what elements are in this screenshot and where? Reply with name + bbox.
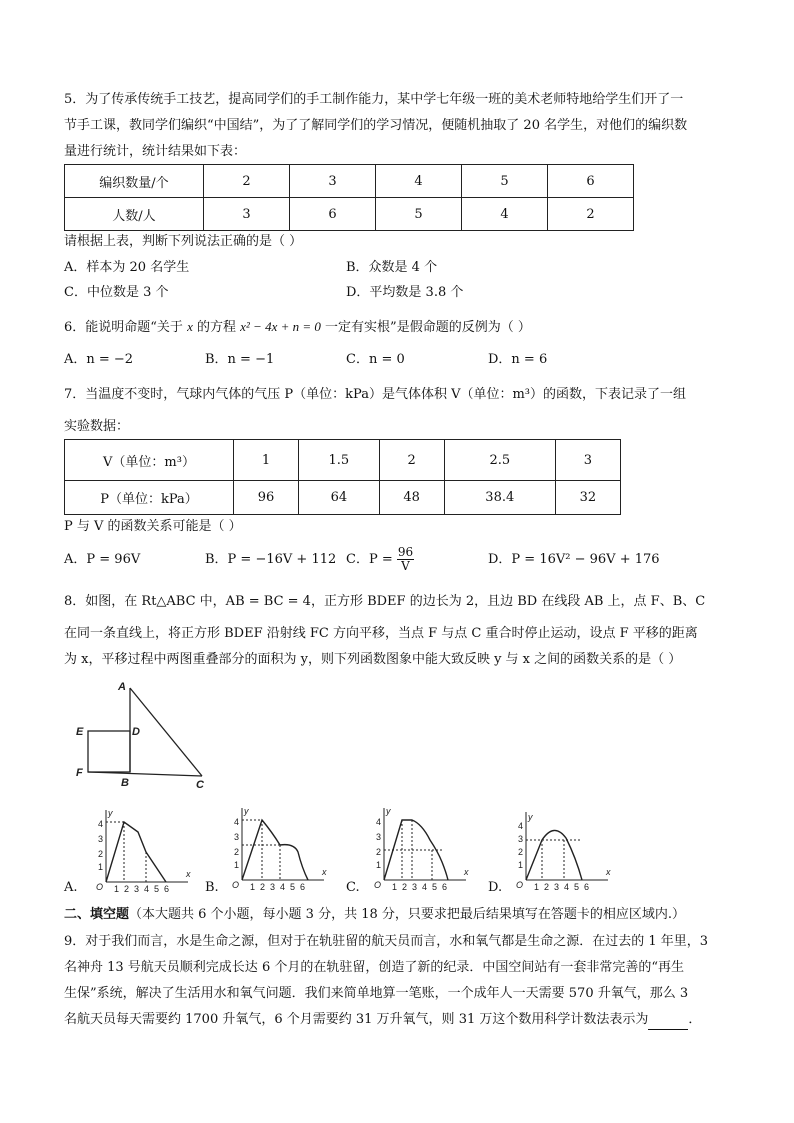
q7-option-a[interactable]: A．P = 96V — [64, 552, 141, 567]
section-note: （本大题共 6 个小题，每小题 3 分，共 18 分，只要求把最后结果填写在答题卡的相应区域内.） — [129, 907, 686, 922]
xtick: 5 — [574, 882, 580, 892]
table-cell: 编织数量/个 — [65, 165, 204, 198]
ytick: 2 — [518, 847, 524, 857]
q7-option-c-prefix: C．P = — [346, 552, 393, 567]
q8-option-a-label[interactable]: A. — [64, 880, 78, 895]
xtick: 2 — [124, 884, 130, 894]
xtick: 4 — [280, 882, 286, 892]
table-cell: 3 — [204, 198, 290, 231]
table-cell: P（单位：kPa） — [65, 481, 234, 515]
q5-prompt: 请根据上表，判断下列说法正确的是（ ） — [64, 234, 303, 249]
q9-line3: 生保”系统，解决了生活用水和氧气问题．我们来简单地算一笔账，一个成年人一天需要 570 升氧气，那么 3 — [64, 986, 689, 1001]
q9-line2: 名神舟 13 号航天员顺利完成长达 6 个月的在轨驻留，创造了新的纪录．中国空间站有一套非常完善的“再生 — [64, 960, 684, 975]
xtick: 6 — [300, 882, 306, 892]
fraction-numerator: 96 — [397, 545, 414, 559]
ytick: 3 — [98, 834, 104, 844]
table-row — [65, 440, 621, 481]
q9-line4: 名航天员每天需要约 1700 升氧气，6 个月需要约 31 万升氧气，则 31 万这个数用科学计数法表示为 — [64, 1012, 649, 1027]
xtick: 6 — [442, 882, 448, 892]
q8-option-d-label[interactable]: D. — [488, 880, 503, 895]
q8-line2: 在同一条直线上，将正方形 BDEF 沿射线 FC 方向平移，当点 F 与点 C 重合时停止运动，设点 F 平移的距离 — [64, 626, 698, 641]
q8-line3: 为 x，平移过程中两图重叠部分的面积为 y，则下列函数图象中能大致反映 y 与 x 之间的函数关系的是（ ） — [64, 652, 682, 667]
table-cell: 32 — [555, 481, 620, 515]
table-cell: 2.5 — [444, 440, 555, 481]
q5-line1: 5．为了传承传统手工技艺，提高同学们的手工制作能力，某中学七年级一班的美术老师特地给学生们开了一 — [64, 92, 684, 107]
q7-prompt: P 与 V 的函数关系可能是（ ） — [64, 519, 242, 534]
ytick: 3 — [376, 832, 382, 842]
origin-label: O — [96, 882, 104, 892]
label-d: D — [132, 726, 140, 738]
xtick: 1 — [114, 884, 120, 894]
ytick: 1 — [234, 860, 240, 870]
table-cell: 5 — [376, 198, 462, 231]
xtick: 2 — [260, 882, 266, 892]
table-cell: 38.4 — [444, 481, 555, 515]
origin-label: O — [232, 880, 240, 890]
axis-y-label: y — [108, 808, 113, 818]
table-cell: 3 — [555, 440, 620, 481]
label-c: C — [196, 779, 204, 791]
q8-line1: 8．如图，在 Rt△ABC 中，AB = BC = 4，正方形 BDEF 的边长为 2，且边 BD 在线段 AB 上，点 F、B、C — [64, 594, 706, 609]
segment-ac — [130, 688, 202, 776]
table-cell: 5 — [462, 165, 548, 198]
xtick: 1 — [250, 882, 256, 892]
q7-option-b[interactable]: B．P = −16V + 112 — [205, 552, 337, 567]
table-cell: 6 — [548, 165, 634, 198]
xtick: 4 — [564, 882, 570, 892]
xtick: 6 — [584, 882, 590, 892]
square-bdef — [88, 731, 130, 772]
table-cell: 96 — [234, 481, 299, 515]
table-cell: 2 — [548, 198, 634, 231]
axis-y-label: y — [528, 812, 533, 822]
q7-option-c[interactable] — [346, 540, 414, 580]
xtick: 6 — [164, 884, 170, 894]
axis-x-label: x — [186, 869, 191, 879]
axis-x-label: x — [464, 867, 469, 877]
q8-graph-c[interactable] — [364, 800, 474, 892]
q8-option-c-label[interactable]: C. — [346, 880, 360, 895]
axis-y-label: y — [244, 806, 249, 816]
table-cell: 人数/人 — [65, 198, 204, 231]
q5-option-c[interactable]: C．中位数是 3 个 — [64, 285, 169, 300]
table-row — [65, 198, 634, 231]
axis-x-label: x — [322, 867, 327, 877]
q5-option-a[interactable]: A．样本为 20 名学生 — [64, 260, 190, 275]
ytick: 2 — [376, 847, 382, 857]
xtick: 3 — [554, 882, 560, 892]
q6-option-c[interactable]: C．n = 0 — [346, 352, 405, 367]
xtick: 2 — [544, 882, 550, 892]
q7-line2: 实验数据： — [64, 419, 130, 434]
xtick: 1 — [392, 882, 398, 892]
table-row — [65, 165, 634, 198]
q6-var: x — [187, 319, 193, 334]
q8-graph-a[interactable] — [86, 802, 196, 894]
section-heading-line — [64, 905, 730, 925]
q7-option-d[interactable]: D．P = 16V² − 96V + 176 — [488, 552, 660, 567]
xtick: 3 — [134, 884, 140, 894]
q5-line3: 量进行统计，统计结果如下表： — [64, 144, 247, 159]
table-cell: 2 — [204, 165, 290, 198]
table-cell: 1.5 — [299, 440, 379, 481]
q9-line1: 9．对于我们而言，水是生命之源，但对于在轨驻留的航天员而言，水和氧气都是生命之源．在过去的 1 年里，3 — [64, 934, 709, 949]
ytick: 1 — [376, 860, 382, 870]
q9-line4-wrap — [64, 1010, 730, 1030]
axis-y-label: y — [386, 806, 391, 816]
xtick: 5 — [154, 884, 160, 894]
q8-option-b-label[interactable]: B. — [205, 880, 219, 895]
ytick: 4 — [376, 817, 382, 827]
q9-end: ． — [688, 1012, 702, 1027]
q6-option-b[interactable]: B．n = −1 — [205, 352, 275, 367]
answer-blank[interactable] — [648, 1015, 688, 1030]
q6-mid: 的方程 — [196, 320, 236, 335]
table-cell: 4 — [376, 165, 462, 198]
q7-option-c-fraction — [397, 546, 414, 573]
xtick: 5 — [432, 882, 438, 892]
fraction-denominator: V — [401, 559, 410, 573]
q7-line1: 7．当温度不变时，气球内气体的气压 P（单位：kPa）是气体体积 V（单位：m³）的函数，下表记录了一组 — [64, 387, 687, 402]
q8-figure — [70, 678, 220, 794]
xtick: 3 — [412, 882, 418, 892]
label-f: F — [76, 767, 83, 779]
table-cell: 1 — [234, 440, 299, 481]
ytick: 4 — [234, 817, 240, 827]
xtick: 4 — [422, 882, 428, 892]
table-cell: 3 — [290, 165, 376, 198]
ytick: 2 — [234, 847, 240, 857]
ytick: 4 — [98, 819, 104, 829]
table-cell: 48 — [379, 481, 444, 515]
label-b: B — [121, 777, 129, 789]
axis-x-label: x — [606, 867, 611, 877]
table-cell: V（单位：m³） — [65, 440, 234, 481]
q6-equation: x² − 4x + n = 0 — [240, 319, 321, 334]
ytick: 1 — [518, 860, 524, 870]
q6-suffix: 一定有实根”是假命题的反例为（ ） — [325, 320, 531, 335]
table-cell: 64 — [299, 481, 379, 515]
origin-label: O — [516, 880, 524, 890]
xtick: 4 — [144, 884, 150, 894]
xtick: 2 — [402, 882, 408, 892]
q5-option-b[interactable]: B．众数是 4 个 — [346, 260, 438, 275]
label-a: A — [118, 681, 126, 693]
xtick: 5 — [290, 882, 296, 892]
table-cell: 2 — [379, 440, 444, 481]
q7-table — [64, 439, 621, 515]
q6-option-a[interactable]: A．n = −2 — [64, 352, 134, 367]
xtick: 1 — [534, 882, 540, 892]
q5-line2: 节手工课，教同学们编织“中国结”，为了了解同学们的学习情况，便随机抽取了 20 名学生，对他们的编织数 — [64, 118, 688, 133]
ytick: 3 — [234, 832, 240, 842]
q6-option-d[interactable]: D．n = 6 — [488, 352, 548, 367]
ytick: 3 — [518, 834, 524, 844]
table-cell: 4 — [462, 198, 548, 231]
ytick: 4 — [518, 821, 524, 831]
q6-prefix: 6．能说明命题“关于 — [64, 320, 183, 335]
table-cell: 6 — [290, 198, 376, 231]
q8-graph-b[interactable] — [222, 800, 332, 892]
label-e: E — [76, 726, 84, 738]
table-row — [65, 481, 621, 515]
q6-stem — [64, 317, 730, 338]
xtick: 3 — [270, 882, 276, 892]
q5-table — [64, 164, 634, 231]
q8-graph-d[interactable] — [506, 810, 616, 892]
ytick: 2 — [98, 849, 104, 859]
section-heading: 二、填空题 — [64, 907, 130, 922]
ytick: 1 — [98, 862, 104, 872]
origin-label: O — [374, 880, 382, 890]
q5-option-d[interactable]: D．平均数是 3.8 个 — [346, 285, 464, 300]
